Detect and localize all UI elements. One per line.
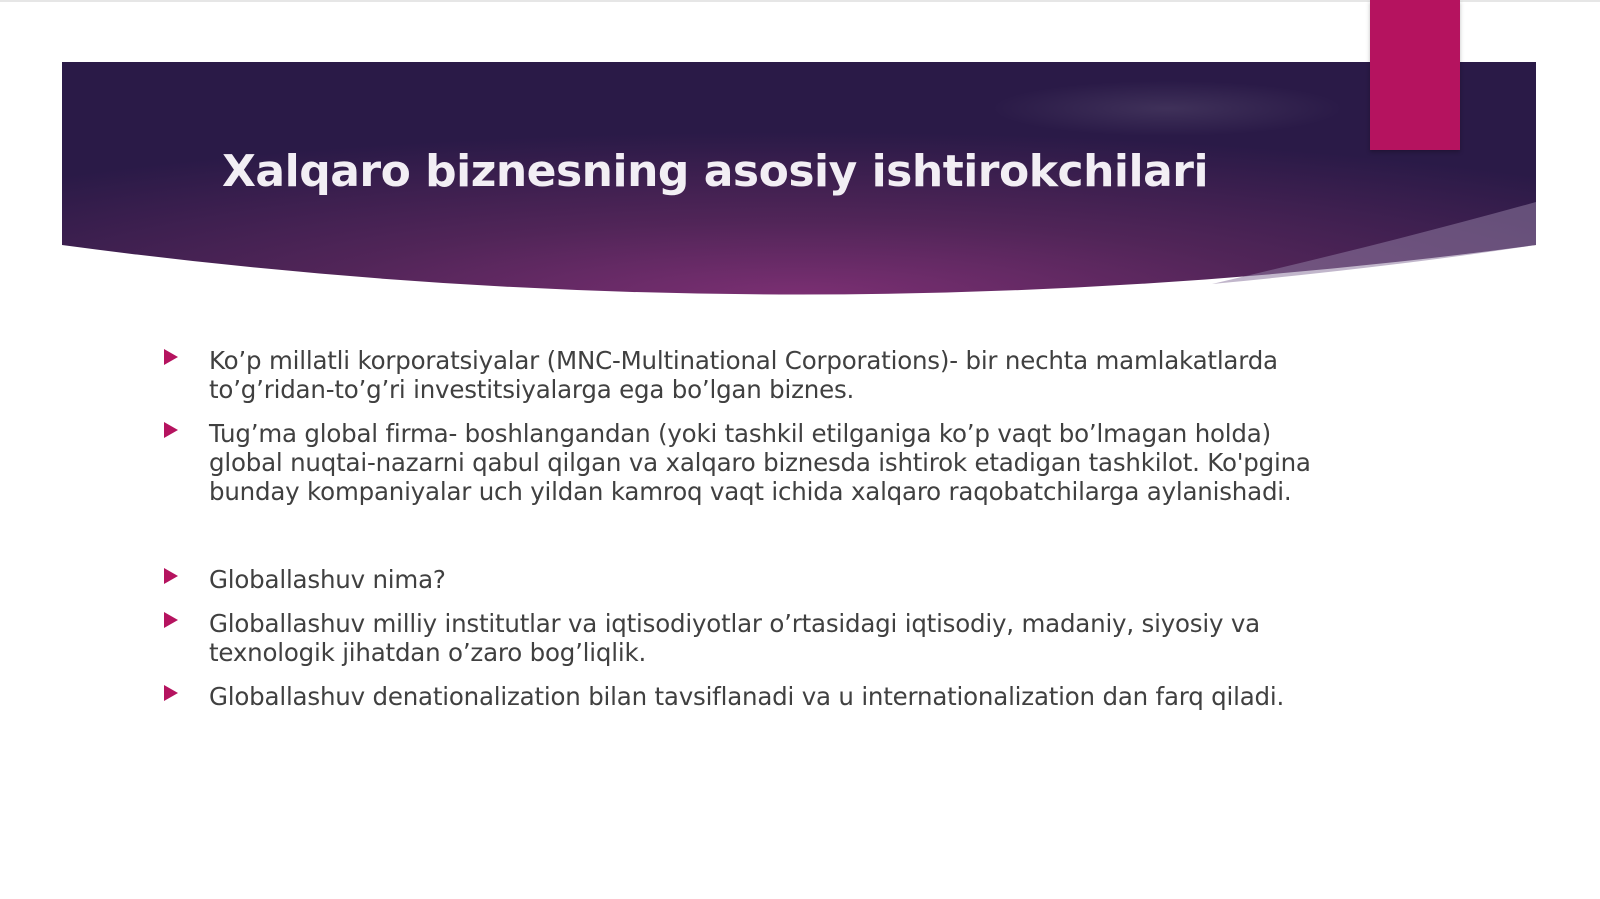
- triangle-bullet-icon: [164, 612, 178, 628]
- accent-bar: [1370, 0, 1460, 150]
- bullet-text: Tug’ma global firma- boshlangandan (yoki tashkil etilganiga ko’p vaqt bo’lmagan holda) global nuqtai-nazarni qabul qilgan va xalqaro biznesda ishtirok etadigan tashkilot. Ko'pgina bunday kompaniyalar uch yildan kamroq vaqt ichida xalqaro raqobatchilarga aylanishadi.: [209, 419, 1311, 506]
- list-item: [164, 565, 1314, 594]
- triangle-bullet-icon: [164, 568, 178, 584]
- bullet-text: Globallashuv denationalization bilan tavsiflanadi va u internationalization dan farq qiladi.: [209, 682, 1285, 711]
- list-item: [164, 682, 1314, 711]
- list-item: [164, 346, 1314, 404]
- slide-title: Xalqaro biznesning asosiy ishtirokchilari: [222, 146, 1209, 197]
- list-item: [164, 419, 1314, 506]
- bullet-text: Ko’p millatli korporatsiyalar (MNC-Multinational Corporations)- bir nechta mamlakatlarda to’g’ridan-to’g’ri investitsiyalarga ega bo’lgan biznes.: [209, 346, 1278, 404]
- bullet-list: [164, 346, 1314, 726]
- bullet-text: Globallashuv nima?: [209, 565, 446, 594]
- bullet-text: Globallashuv milliy institutlar va iqtisodiyotlar o’rtasidagi iqtisodiy, madaniy, siyosiy va texnologik jihatdan o’zaro bog’liqlik.: [209, 609, 1260, 667]
- triangle-bullet-icon: [164, 685, 178, 701]
- triangle-bullet-icon: [164, 349, 178, 365]
- triangle-bullet-icon: [164, 422, 178, 438]
- list-item: [164, 609, 1314, 667]
- top-divider: [0, 0, 1600, 2]
